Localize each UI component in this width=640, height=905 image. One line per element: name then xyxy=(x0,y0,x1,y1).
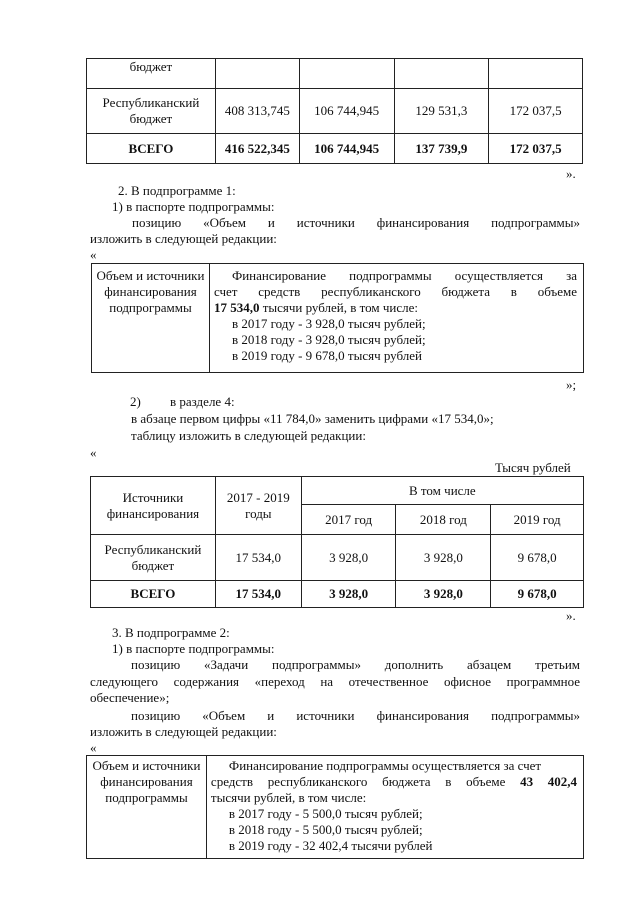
section-3-task-line-1: позицию «Задачи подпрограммы» дополнить абзацем третьим xyxy=(131,657,581,672)
table-row xyxy=(91,535,584,581)
open-quote-mark: « xyxy=(90,445,97,460)
passport-table-subprogram-1 xyxy=(91,263,584,373)
close-quote-mark: ». xyxy=(566,608,576,623)
y2019-cell: 172 037,5 xyxy=(489,89,583,134)
header-period: 2017 - 2019 годы xyxy=(215,477,301,535)
section-3-heading: 3. В подпрограмме 2: xyxy=(112,625,230,640)
source-cell: ВСЕГО xyxy=(87,134,216,164)
section-2-heading: 2. В подпрограмме 1: xyxy=(118,183,236,198)
section-2-abz-line: в абзаце первом цифры «11 784,0» заменить цифрами «17 534,0»; xyxy=(131,411,494,426)
header-including: В том числе xyxy=(301,477,583,505)
table-row-total xyxy=(87,134,583,164)
section-2-item-2-number: 2) xyxy=(130,394,141,409)
unit-label: Тысяч рублей xyxy=(495,460,571,475)
y2017-cell: 3 928,0 xyxy=(301,581,396,608)
section-2-item-2-text: в разделе 4: xyxy=(170,394,235,409)
y2018-cell: 137 739,9 xyxy=(394,134,489,164)
section-2-table-line: таблицу изложить в следующей редакции: xyxy=(131,428,366,443)
section-3-position-line-2: изложить в следующей редакции: xyxy=(90,724,277,739)
y2017-cell xyxy=(299,59,394,89)
source-cell: ВСЕГО xyxy=(91,581,216,608)
section-3-position-line: позицию «Объем и источники финансирования подпрограммы» xyxy=(131,708,581,723)
y2018-cell: 3 928,0 xyxy=(396,535,491,581)
y2018-cell: 3 928,0 xyxy=(396,581,491,608)
passport-amount: 17 534,0 xyxy=(213,300,260,315)
passport-label-cell: Объем и источники финансирования подпрограммы xyxy=(92,264,210,373)
passport-amount: 43 402,4 xyxy=(520,774,578,789)
open-quote-mark: « xyxy=(90,247,97,262)
section-2-position-line-2: изложить в следующей редакции: xyxy=(90,231,277,246)
section-3-item-1: 1) в паспорте подпрограммы: xyxy=(112,641,275,656)
section-3-task-line-2: следующего содержания «переход на отечественное офисное программное xyxy=(90,674,581,689)
table-header-row xyxy=(91,477,584,505)
passport-value-cell: Финансирование подпрограммы осуществляется за счет средств республиканского бюджета в объеме 43 402,4 тысячи рублей, в том числе: в 2017 году - 5 500,0 тысяч рублей; в 2018 году - 5 500,0 тысяч рублей; в 2019 году - 32 402,4 тысячи рублей xyxy=(206,756,583,859)
source-cell: бюджет xyxy=(87,59,216,89)
header-year: 2017 год xyxy=(301,505,396,535)
section-2-item-1: 1) в паспорте подпрограммы: xyxy=(112,199,275,214)
y2017-cell: 106 744,945 xyxy=(299,134,394,164)
passport-label-cell: Объем и источники финансирования подпрограммы xyxy=(87,756,207,859)
y2018-cell: 129 531,3 xyxy=(394,89,489,134)
header-year: 2019 год xyxy=(491,505,584,535)
total-cell: 17 534,0 xyxy=(215,535,301,581)
table-row xyxy=(87,59,583,89)
total-cell xyxy=(215,59,299,89)
section-3-task-line-3: обеспечение»; xyxy=(90,690,170,705)
source-cell: Республиканский бюджет xyxy=(87,89,216,134)
y2017-cell: 3 928,0 xyxy=(301,535,396,581)
header-source: Источники финансирования xyxy=(91,477,216,535)
y2018-cell xyxy=(394,59,489,89)
header-year: 2018 год xyxy=(396,505,491,535)
y2019-cell: 9 678,0 xyxy=(491,581,584,608)
y2019-cell xyxy=(489,59,583,89)
close-quote-mark: ». xyxy=(566,166,576,181)
total-cell: 17 534,0 xyxy=(215,581,301,608)
close-quote-mark: »; xyxy=(566,377,577,392)
y2019-cell: 9 678,0 xyxy=(491,535,584,581)
total-cell: 416 522,345 xyxy=(215,134,299,164)
table-row-total xyxy=(91,581,584,608)
total-cell: 408 313,745 xyxy=(215,89,299,134)
passport-table-subprogram-2 xyxy=(86,755,584,859)
open-quote-mark: « xyxy=(90,740,97,755)
funding-table-continued xyxy=(86,58,583,164)
passport-value-cell: Финансирование подпрограммы осуществляется за счет средств республиканского бюджета в объеме 17 534,0 тысячи рублей, в том числе: в 2017 году - 3 928,0 тысяч рублей; в 2018 году - 3 928,0 тысяч рублей; в 2019 году - 9 678,0 тысяч рублей xyxy=(209,264,583,373)
source-cell: Республиканский бюджет xyxy=(91,535,216,581)
funding-table-subprogram-1 xyxy=(90,476,584,608)
y2019-cell: 172 037,5 xyxy=(489,134,583,164)
section-2-position-line: позицию «Объем и источники финансирования подпрограммы» xyxy=(132,215,581,230)
table-row xyxy=(87,89,583,134)
y2017-cell: 106 744,945 xyxy=(299,89,394,134)
